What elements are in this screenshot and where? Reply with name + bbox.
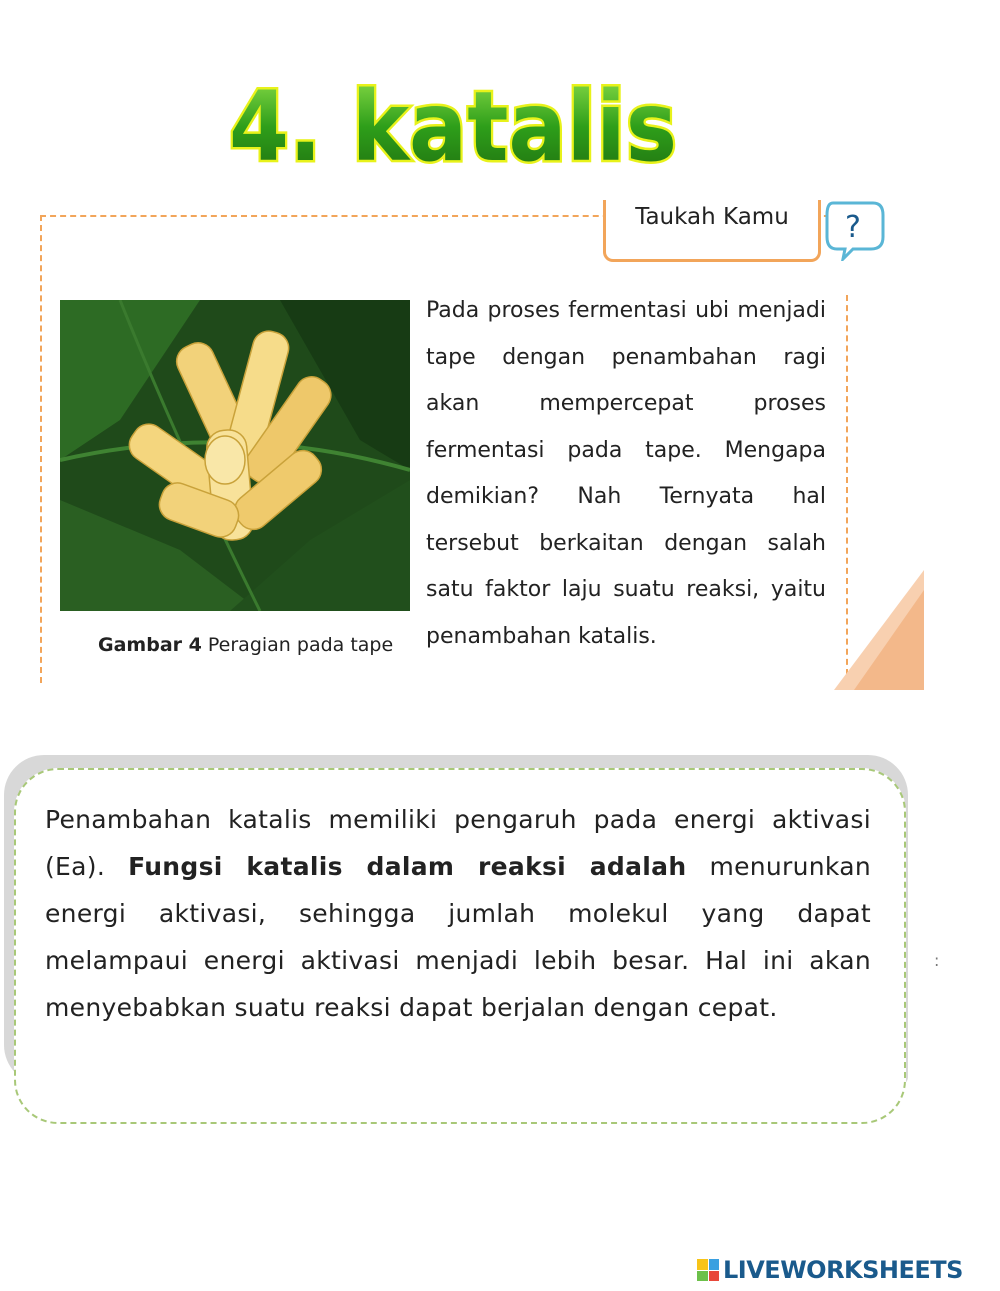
page-title-text: 4. katalis — [229, 71, 677, 180]
explanation-text-rest: menurunkan energi aktivasi, sehingga jumlah molekul yang dapat melampaui energi aktivasi menjadi lebih besar. Hal ini akan menyebabkan suatu reaksi dapat berjalan dengan cepat. — [45, 852, 872, 1022]
caption-label: Gambar 4 — [98, 634, 202, 656]
question-bubble-icon — [823, 197, 887, 261]
info-paragraph: Pada proses fermentasi ubi menjadi tape dengan penambahan ragi akan mempercepat proses fermentasi pada tape. Mengapa demikian? Nah Ternyata hal tersebut berkaitan dengan salah satu faktor laju suatu reaksi, yaitu penambahan katalis. — [426, 298, 826, 649]
explanation-text-intro: Penambahan katalis memiliki pengaruh pada energi aktivasi (Ea). — [45, 805, 871, 881]
tape-photo — [60, 300, 410, 611]
info-tab-label: Taukah Kamu — [635, 204, 789, 230]
info-tab — [603, 200, 821, 262]
photo-caption — [98, 634, 393, 656]
page-title — [225, 70, 685, 180]
liveworksheets-logo-icon — [697, 1259, 719, 1281]
page-corner-decoration — [834, 570, 924, 690]
question-mark: ? — [845, 210, 861, 245]
caption-text: Peragian pada tape — [207, 634, 394, 656]
brand-name: LIVEWORKSHEETS — [723, 1256, 963, 1284]
explanation-text — [45, 796, 871, 1031]
liveworksheets-brand — [697, 1255, 963, 1285]
side-mark: : — [934, 951, 940, 970]
explanation-text-bold: Fungsi katalis dalam reaksi adalah — [128, 852, 687, 881]
